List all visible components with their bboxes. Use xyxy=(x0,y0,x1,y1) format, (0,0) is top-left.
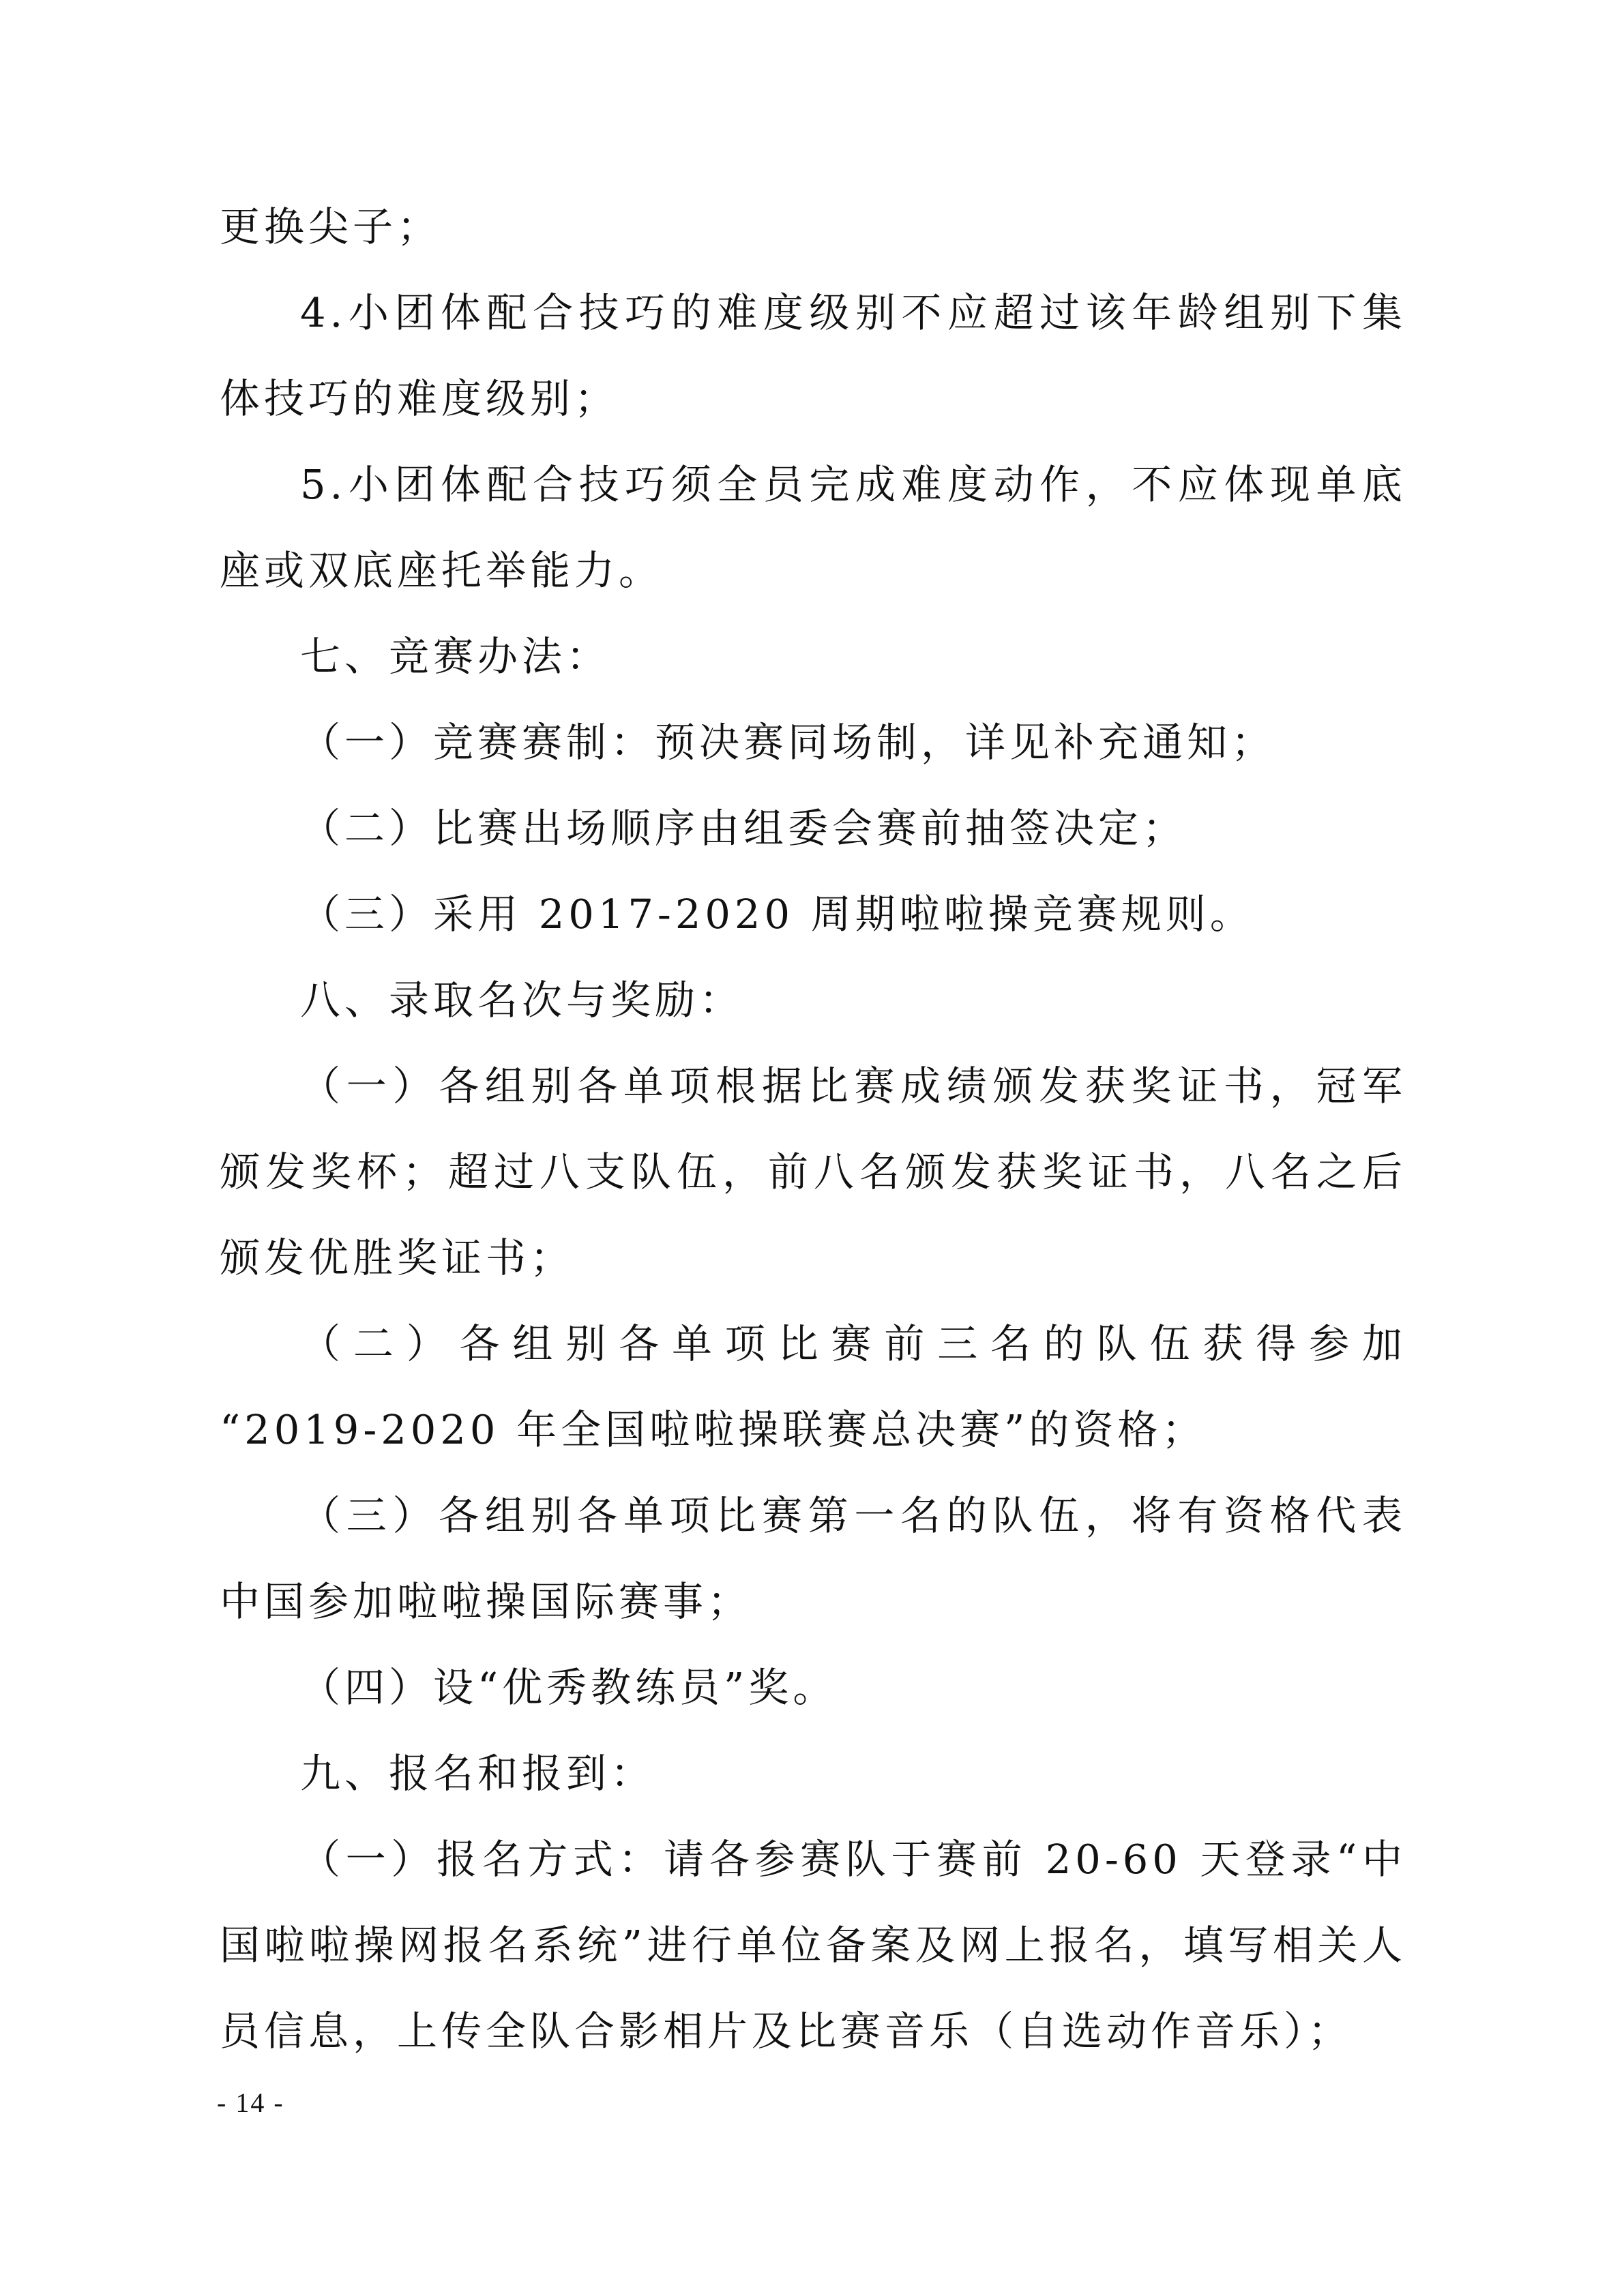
paragraph-8-4: （四）设“优秀教练员”奖。 xyxy=(300,1664,838,1711)
paragraph-continuation: 更换尖子； xyxy=(220,203,442,250)
paragraph-8-1: （一）各组别各单项根据比赛成绩颁发获奖证书，冠军颁发奖杯；超过八支队伍，前八名颁发获奖证书，八名之后颁发优胜奖证书； xyxy=(220,1062,1406,1281)
section-heading-7: 七、竞赛办法： xyxy=(300,633,611,680)
paragraph-7-2: （二）比赛出场顺序由组委会赛前抽签决定； xyxy=(300,805,1187,852)
body-text xyxy=(220,184,1406,2074)
paragraph-rule-4: 4.小团体配合技巧的难度级别不应超过该年龄组别下集体技巧的难度级别； xyxy=(220,289,1406,422)
paragraph-8-2-line1: （二）各组别各单项比赛前三名的队伍获得参加 xyxy=(300,1320,1406,1367)
paragraph-8-2-line2: “2019-2020 年全国啦啦操联赛总决赛”的资格； xyxy=(220,1406,1207,1453)
paragraph-9-1: （一）报名方式：请各参赛队于赛前 20-60 天登录“中国啦啦操网报名系统”进行单位备案及网上报名，填写相关人员信息，上传全队合影相片及比赛音乐（自选动作音乐）； xyxy=(220,1836,1406,2055)
page-number: - 14 - xyxy=(217,2087,284,2118)
paragraph-rule-5: 5.小团体配合技巧须全员完成难度动作，不应体现单底座或双底座托举能力。 xyxy=(220,461,1406,594)
section-heading-8: 八、录取名次与奖励： xyxy=(300,976,744,1024)
paragraph-7-3: （三）采用 2017-2020 周期啦啦操竞赛规则。 xyxy=(300,891,1254,938)
paragraph-8-3: （三）各组别各单项比赛第一名的队伍，将有资格代表中国参加啦啦操国际赛事； xyxy=(220,1492,1406,1625)
section-heading-9: 九、报名和报到： xyxy=(300,1750,655,1797)
paragraph-7-1: （一）竞赛赛制：预决赛同场制，详见补充通知； xyxy=(300,719,1276,766)
